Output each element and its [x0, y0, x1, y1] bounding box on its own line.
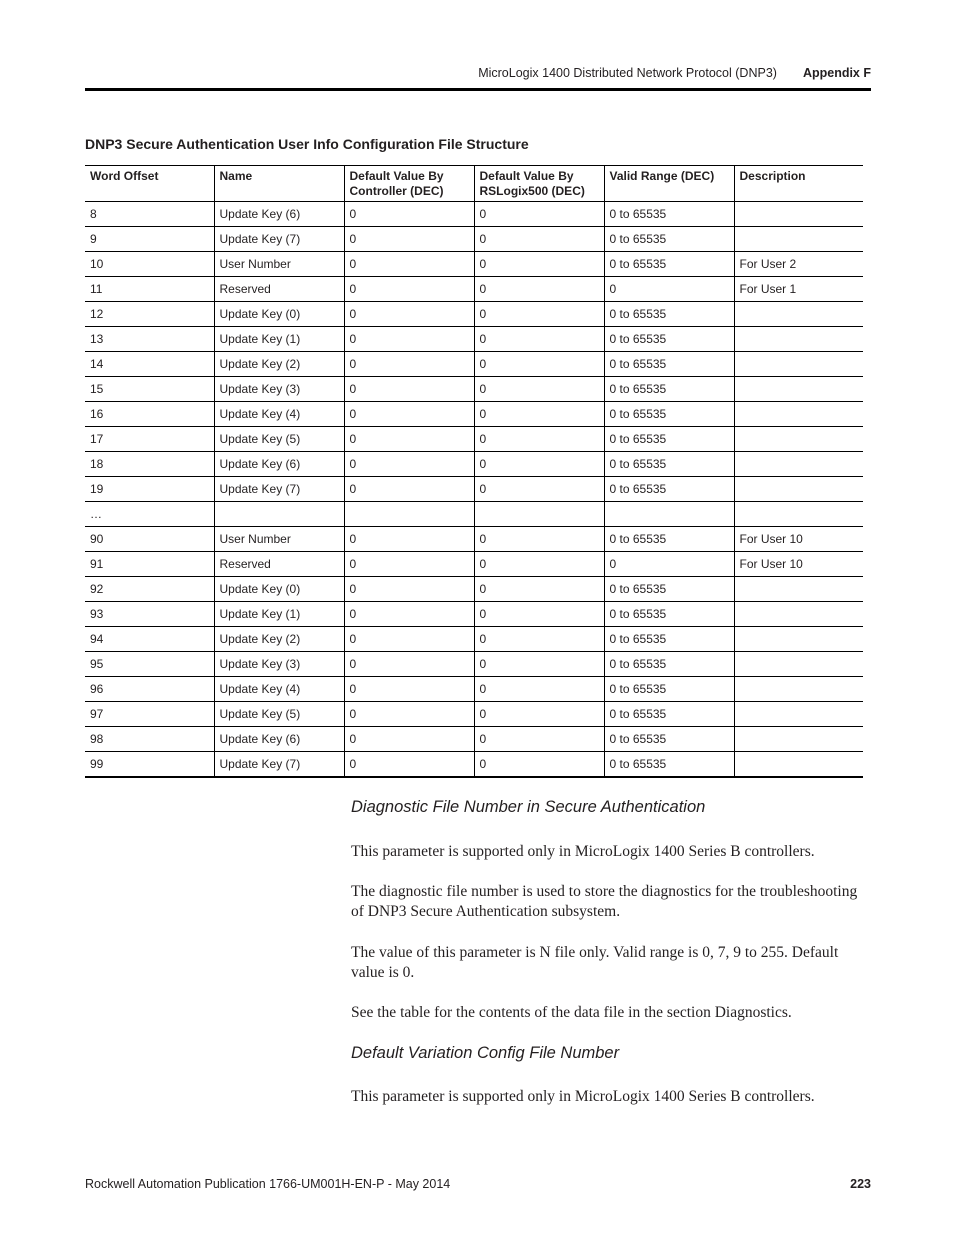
- table-cell: 0: [474, 327, 604, 352]
- table-cell: Update Key (7): [214, 752, 344, 777]
- page-header: [478, 66, 871, 80]
- table-cell: 0: [344, 602, 474, 627]
- paragraph: The value of this parameter is N file only. Valid range is 0, 7, 9 to 255. Default value is 0.: [351, 944, 839, 981]
- table-cell: 14: [85, 352, 214, 377]
- table-cell: [734, 702, 863, 727]
- table-cell: Update Key (2): [214, 352, 344, 377]
- paragraph: See the table for the contents of the data file in the section Diagnostics.: [351, 1004, 792, 1021]
- table-cell: 0: [344, 727, 474, 752]
- table-cell: 0: [344, 477, 474, 502]
- table-cell: Update Key (3): [214, 652, 344, 677]
- table-row: [85, 327, 863, 352]
- table-row: [85, 727, 863, 752]
- table-cell: Update Key (0): [214, 577, 344, 602]
- table-row: [85, 477, 863, 502]
- table-row: [85, 277, 863, 302]
- page-number: 223: [850, 1177, 871, 1191]
- table-cell: 95: [85, 652, 214, 677]
- table-cell: Update Key (4): [214, 402, 344, 427]
- table-cell: 0: [474, 227, 604, 252]
- table-cell: [734, 677, 863, 702]
- column-header-default-rslogix: Default Value By RSLogix500 (DEC): [474, 166, 604, 202]
- table-cell: Update Key (5): [214, 702, 344, 727]
- table-cell: 0 to 65535: [604, 352, 734, 377]
- table-cell: 0: [344, 252, 474, 277]
- table-cell: 99: [85, 752, 214, 777]
- table-row: [85, 677, 863, 702]
- table-cell: Update Key (6): [214, 727, 344, 752]
- table-cell: 0: [344, 627, 474, 652]
- table-cell: 0 to 65535: [604, 727, 734, 752]
- table-row: [85, 602, 863, 627]
- column-header-default-controller: Default Value By Controller (DEC): [344, 166, 474, 202]
- section-heading-default-variation: Default Variation Config File Number: [351, 1044, 620, 1062]
- table-cell: 90: [85, 527, 214, 552]
- table-cell: [214, 502, 344, 527]
- table-cell: 18: [85, 452, 214, 477]
- table-cell: 0 to 65535: [604, 327, 734, 352]
- table-cell: [734, 502, 863, 527]
- table-row: [85, 702, 863, 727]
- table-cell: 0: [474, 277, 604, 302]
- table-cell: 0: [344, 752, 474, 777]
- table-row: [85, 502, 863, 527]
- table-cell: 0: [474, 202, 604, 227]
- table-cell: [734, 327, 863, 352]
- table-cell: 0: [474, 377, 604, 402]
- table-row: [85, 402, 863, 427]
- table-cell: 0: [474, 652, 604, 677]
- table-cell: 0 to 65535: [604, 527, 734, 552]
- table-cell: 16: [85, 402, 214, 427]
- table-cell: 0: [344, 527, 474, 552]
- table-cell: 17: [85, 427, 214, 452]
- table-cell: [734, 752, 863, 777]
- table-cell: [734, 302, 863, 327]
- table-cell: Update Key (7): [214, 227, 344, 252]
- table-cell: 12: [85, 302, 214, 327]
- table-cell: 0: [344, 302, 474, 327]
- table-cell: 0: [344, 227, 474, 252]
- table-body: [85, 202, 863, 777]
- table-cell: 0: [474, 352, 604, 377]
- table-row: [85, 527, 863, 552]
- column-header-valid-range: Valid Range (DEC): [604, 166, 734, 202]
- table-cell: 0 to 65535: [604, 377, 734, 402]
- table-cell: 0: [474, 702, 604, 727]
- table-cell: 9: [85, 227, 214, 252]
- paragraph: The diagnostic file number is used to store the diagnostics for the troubleshooting of DNP3 Secure Authentication subsystem.: [351, 883, 858, 920]
- table-cell: [734, 427, 863, 452]
- table-cell: Update Key (6): [214, 202, 344, 227]
- table-row: [85, 627, 863, 652]
- table-cell: 0 to 65535: [604, 702, 734, 727]
- table-cell: Update Key (2): [214, 627, 344, 652]
- table-cell: Update Key (5): [214, 427, 344, 452]
- table-cell: 0: [474, 302, 604, 327]
- table-cell: 0: [344, 452, 474, 477]
- table-cell: 92: [85, 577, 214, 602]
- table-cell: 0: [344, 402, 474, 427]
- table-cell: [734, 652, 863, 677]
- table-cell: [734, 377, 863, 402]
- table-cell: 0: [474, 452, 604, 477]
- table-cell: 0: [474, 402, 604, 427]
- table-row: [85, 577, 863, 602]
- table-cell: 0: [474, 727, 604, 752]
- footer-publication: Rockwell Automation Publication 1766-UM001H-EN-P - May 2014: [85, 1177, 451, 1191]
- table-cell: 0 to 65535: [604, 652, 734, 677]
- table-cell: 0 to 65535: [604, 752, 734, 777]
- table-cell: 0: [474, 552, 604, 577]
- table-cell: Update Key (1): [214, 602, 344, 627]
- table-cell: 96: [85, 677, 214, 702]
- table-cell: [734, 227, 863, 252]
- table-cell: 0 to 65535: [604, 227, 734, 252]
- table-cell: 0 to 65535: [604, 402, 734, 427]
- table-cell: Reserved: [214, 552, 344, 577]
- table-cell: 0: [344, 702, 474, 727]
- section-heading-diagnostic-file: Diagnostic File Number in Secure Authentication: [351, 798, 706, 816]
- table-cell: [734, 577, 863, 602]
- column-header-name: Name: [214, 166, 344, 202]
- table-cell: [734, 627, 863, 652]
- table-cell: [734, 477, 863, 502]
- table-row: [85, 427, 863, 452]
- table-row: [85, 752, 863, 777]
- table-cell: 97: [85, 702, 214, 727]
- page-footer: [85, 1177, 871, 1191]
- table-row: [85, 377, 863, 402]
- table-cell: 10: [85, 252, 214, 277]
- table-cell: 0: [344, 577, 474, 602]
- column-header-description: Description: [734, 166, 863, 202]
- table-cell: 0 to 65535: [604, 252, 734, 277]
- table-cell: 0: [344, 327, 474, 352]
- table-header-row: [85, 166, 863, 202]
- table-cell: 0 to 65535: [604, 677, 734, 702]
- table-cell: For User 2: [734, 252, 863, 277]
- table-cell: Update Key (6): [214, 452, 344, 477]
- table-cell: Update Key (3): [214, 377, 344, 402]
- table-cell: 11: [85, 277, 214, 302]
- header-rule: [85, 88, 871, 91]
- table-cell: 0 to 65535: [604, 452, 734, 477]
- paragraph: This parameter is supported only in MicroLogix 1400 Series B controllers.: [351, 1088, 815, 1105]
- table-cell: User Number: [214, 252, 344, 277]
- table-cell: 0: [474, 627, 604, 652]
- table-cell: 0: [604, 552, 734, 577]
- paragraph: This parameter is supported only in MicroLogix 1400 Series B controllers.: [351, 843, 815, 860]
- table-cell: 8: [85, 202, 214, 227]
- table-cell: 0: [344, 677, 474, 702]
- table-cell: …: [85, 502, 214, 527]
- table-cell: 0: [474, 677, 604, 702]
- header-section: Appendix F: [802, 66, 871, 80]
- table-cell: 0 to 65535: [604, 202, 734, 227]
- table-cell: [734, 202, 863, 227]
- table-cell: 98: [85, 727, 214, 752]
- table-cell: Update Key (0): [214, 302, 344, 327]
- table-cell: 0: [604, 277, 734, 302]
- table-cell: [734, 602, 863, 627]
- config-file-structure-table: [85, 165, 863, 778]
- table-cell: 0: [474, 602, 604, 627]
- table-row: [85, 652, 863, 677]
- table-cell: 15: [85, 377, 214, 402]
- table-cell: [734, 727, 863, 752]
- table-cell: 0: [344, 377, 474, 402]
- table-cell: 91: [85, 552, 214, 577]
- table-row: [85, 302, 863, 327]
- table-cell: 0: [474, 527, 604, 552]
- table-cell: 0: [474, 477, 604, 502]
- table-cell: User Number: [214, 527, 344, 552]
- table-cell: [734, 452, 863, 477]
- table-cell: [734, 352, 863, 377]
- table-cell: 0: [344, 352, 474, 377]
- table-cell: Update Key (1): [214, 327, 344, 352]
- table-row: [85, 352, 863, 377]
- table-row: [85, 227, 863, 252]
- table-cell: [604, 502, 734, 527]
- table-title: DNP3 Secure Authentication User Info Configuration File Structure: [85, 136, 529, 152]
- table-row: [85, 552, 863, 577]
- column-header-word-offset: Word Offset: [85, 166, 214, 202]
- header-publication-title: MicroLogix 1400 Distributed Network Protocol (DNP3): [478, 66, 777, 80]
- table-cell: 0: [474, 577, 604, 602]
- table-cell: 0 to 65535: [604, 627, 734, 652]
- table-cell: 0: [474, 252, 604, 277]
- table-cell: 0: [344, 277, 474, 302]
- table-row: [85, 452, 863, 477]
- table-cell: [734, 402, 863, 427]
- table-cell: 0 to 65535: [604, 427, 734, 452]
- table-cell: 0: [344, 202, 474, 227]
- table-row: [85, 252, 863, 277]
- table-cell: 0: [344, 552, 474, 577]
- table-cell: 0: [344, 652, 474, 677]
- table-cell: 94: [85, 627, 214, 652]
- table-cell: Reserved: [214, 277, 344, 302]
- table-cell: 93: [85, 602, 214, 627]
- table-cell: [344, 502, 474, 527]
- table-cell: 13: [85, 327, 214, 352]
- table-cell: 0 to 65535: [604, 302, 734, 327]
- table-cell: 0: [474, 752, 604, 777]
- table-cell: Update Key (4): [214, 677, 344, 702]
- table-cell: 19: [85, 477, 214, 502]
- table-cell: 0 to 65535: [604, 602, 734, 627]
- table-row: [85, 202, 863, 227]
- table-cell: Update Key (7): [214, 477, 344, 502]
- table-cell: For User 1: [734, 277, 863, 302]
- table-cell: 0 to 65535: [604, 477, 734, 502]
- table-cell: For User 10: [734, 552, 863, 577]
- table-cell: [474, 502, 604, 527]
- table-cell: 0: [474, 427, 604, 452]
- table-cell: For User 10: [734, 527, 863, 552]
- table-cell: 0: [344, 427, 474, 452]
- table-cell: 0 to 65535: [604, 577, 734, 602]
